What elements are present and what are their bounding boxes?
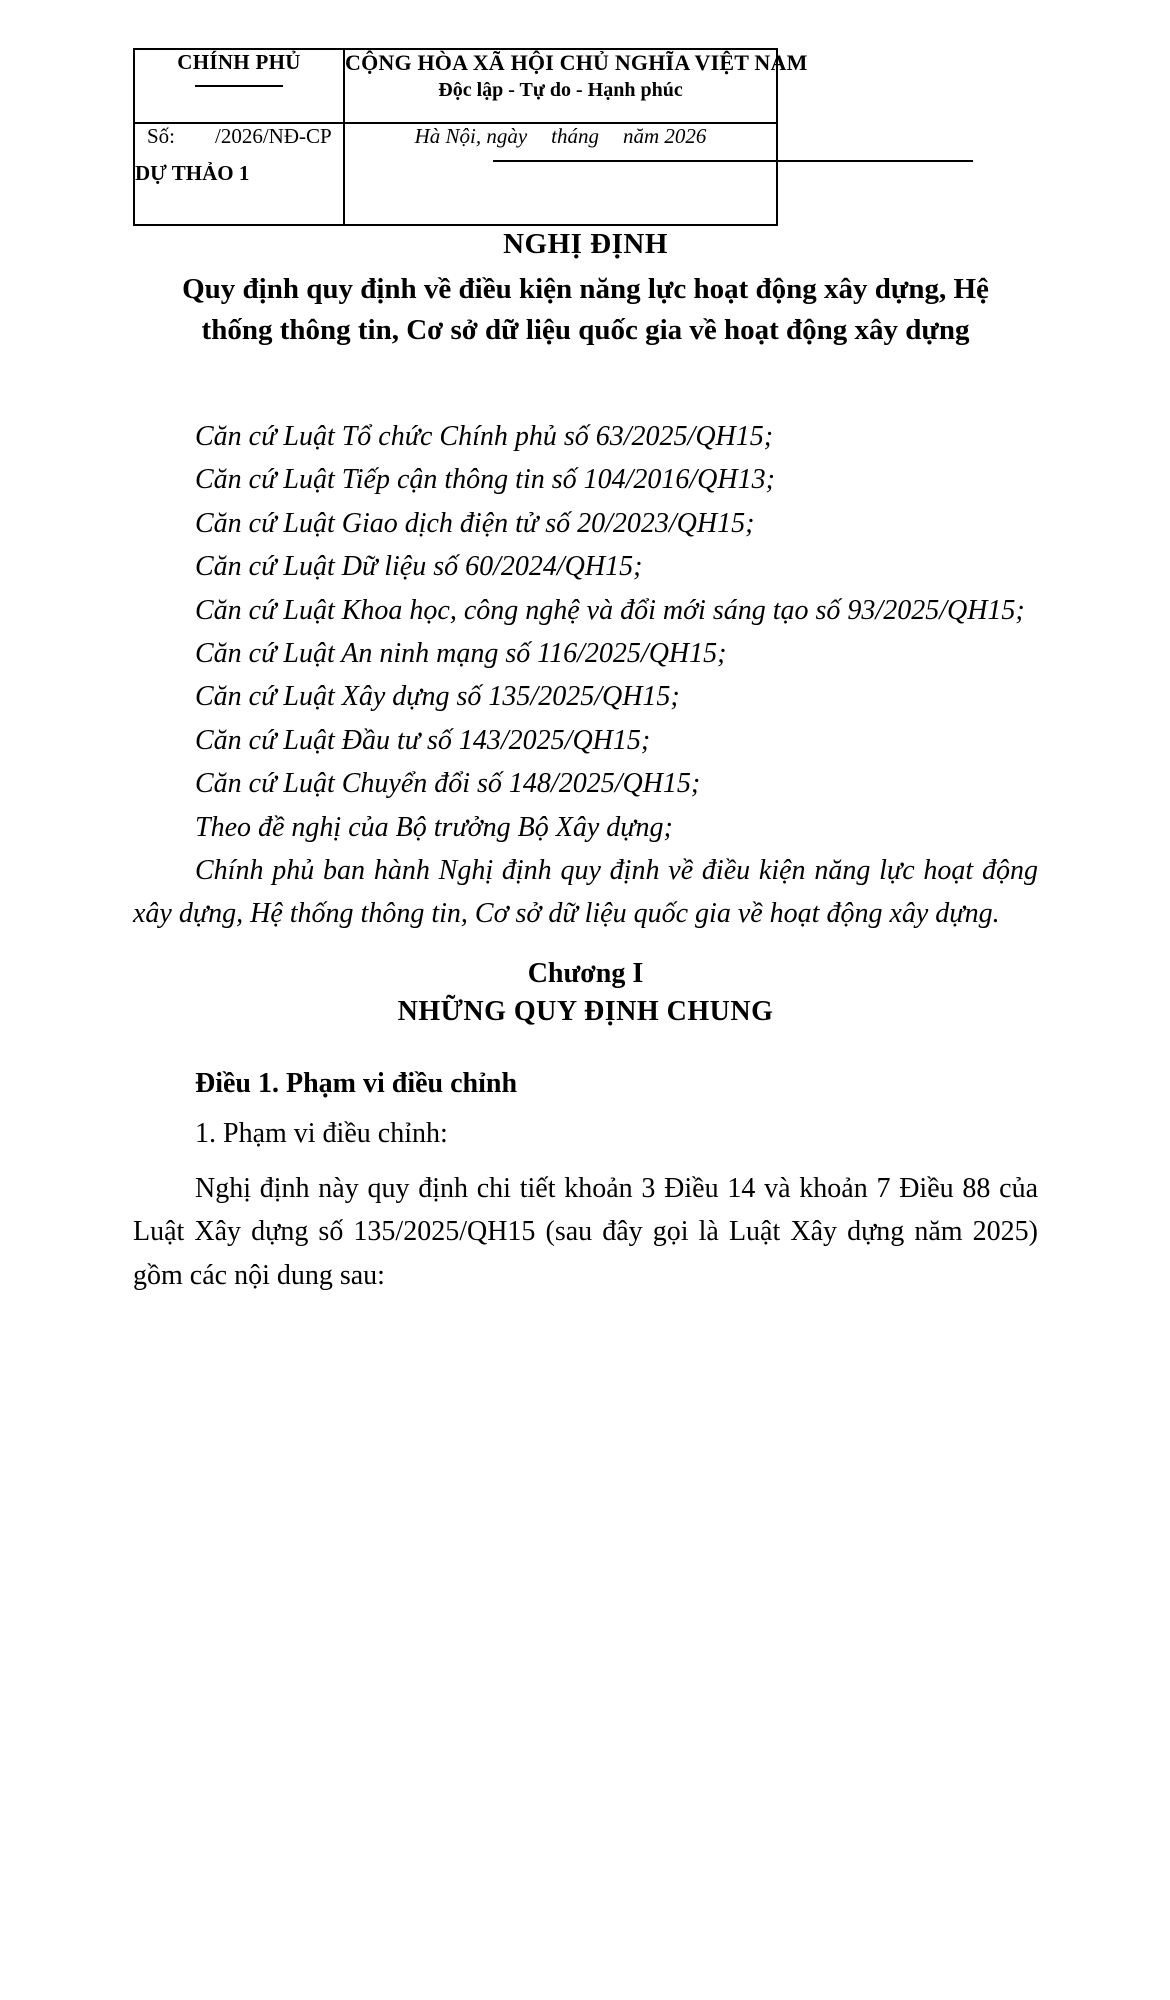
country-name: CỘNG HÒA XÃ HỘI CHỦ NGHĨA VIỆT NAM bbox=[345, 50, 808, 75]
preamble-item: Căn cứ Luật Xây dựng số 135/2025/QH15; bbox=[195, 681, 680, 713]
document-subject-title bbox=[133, 269, 1038, 351]
document-subject-line-3: quốc gia về hoạt động xây dựng bbox=[578, 314, 970, 347]
preamble-item: Căn cứ Luật Đầu tư số 143/2025/QH15; bbox=[195, 724, 651, 756]
preamble-item: Căn cứ Luật An ninh mạng số 116/2025/QH15; bbox=[195, 637, 727, 669]
preamble-item: Theo đề nghị của Bộ trưởng Bộ Xây dựng; bbox=[195, 811, 673, 843]
document-type-title: NGHỊ ĐỊNH bbox=[503, 228, 668, 260]
document-number-label: Số: bbox=[147, 124, 176, 148]
document-subject-line-2: động xây dựng, Hệ thống thông tin, Cơ sở dữ liệu bbox=[201, 273, 989, 347]
issuing-agency-cell bbox=[134, 49, 344, 123]
issuing-agency-name: CHÍNH PHỦ bbox=[177, 50, 301, 74]
document-body bbox=[133, 415, 1038, 1297]
national-motto: Độc lập - Tự do - Hạnh phúc bbox=[438, 79, 683, 101]
preamble-item: Căn cứ Luật Khoa học, công nghệ và đổi mới sáng tạo số 93/2025/QH15; bbox=[195, 594, 1025, 626]
date-month-label: tháng bbox=[551, 124, 599, 148]
enacting-clause: Chính phủ ban hành Nghị định quy định về điều kiện năng lực hoạt động xây dựng, Hệ thống thông tin, Cơ sở dữ liệu quốc gia về hoạt động xây dựng. bbox=[133, 854, 1038, 930]
draft-label: DỰ THẢO 1 bbox=[135, 161, 250, 185]
title-block bbox=[133, 228, 1038, 351]
place-date-prefix: Hà Nội, ngày bbox=[414, 124, 528, 148]
preamble-item: Căn cứ Luật Tiếp cận thông tin số 104/2016/QH13; bbox=[195, 464, 775, 496]
place-date-cell bbox=[344, 123, 777, 225]
document-number-line bbox=[135, 124, 343, 149]
date-year-label: năm 2026 bbox=[623, 124, 707, 148]
document-number-cell bbox=[134, 123, 344, 225]
chapter-block bbox=[133, 958, 1038, 1028]
preamble-item: Căn cứ Luật Dữ liệu số 60/2024/QH15; bbox=[195, 551, 643, 583]
chapter-number: Chương I bbox=[527, 957, 644, 989]
chapter-name: NHỮNG QUY ĐỊNH CHUNG bbox=[397, 995, 774, 1027]
document-subject-line-1: Quy định quy định về điều kiện năng lực hoạt bbox=[182, 273, 749, 305]
preamble-item: Căn cứ Luật Chuyển đổi số 148/2025/QH15; bbox=[195, 768, 701, 800]
table-row bbox=[134, 49, 777, 123]
document-header bbox=[133, 48, 808, 226]
agency-underline-rule bbox=[195, 85, 283, 87]
preamble-item: Căn cứ Luật Tổ chức Chính phủ số 63/2025/QH15; bbox=[195, 421, 774, 452]
preamble-item: Căn cứ Luật Giao dịch điện tử số 20/2023/QH15; bbox=[195, 507, 755, 539]
motto-underline-rule bbox=[493, 160, 973, 162]
clause-body: Nghị định này quy định chi tiết khoản 3 Điều 14 và khoản 7 Điều 88 của Luật Xây dựng số 135/2025/QH15 (sau đây gọi là Luật Xây dựng năm 2025) gồm các nội dung sau: bbox=[133, 1173, 1038, 1291]
article-heading: Điều 1. Phạm vi điều chỉnh bbox=[195, 1067, 518, 1099]
national-motto-cell bbox=[344, 49, 808, 123]
place-and-date bbox=[345, 124, 776, 149]
table-row bbox=[134, 123, 777, 225]
clause-label: 1. Phạm vi điều chỉnh: bbox=[195, 1117, 448, 1149]
header-table bbox=[133, 48, 808, 226]
document-number-value: /2026/NĐ-CP bbox=[215, 124, 332, 148]
